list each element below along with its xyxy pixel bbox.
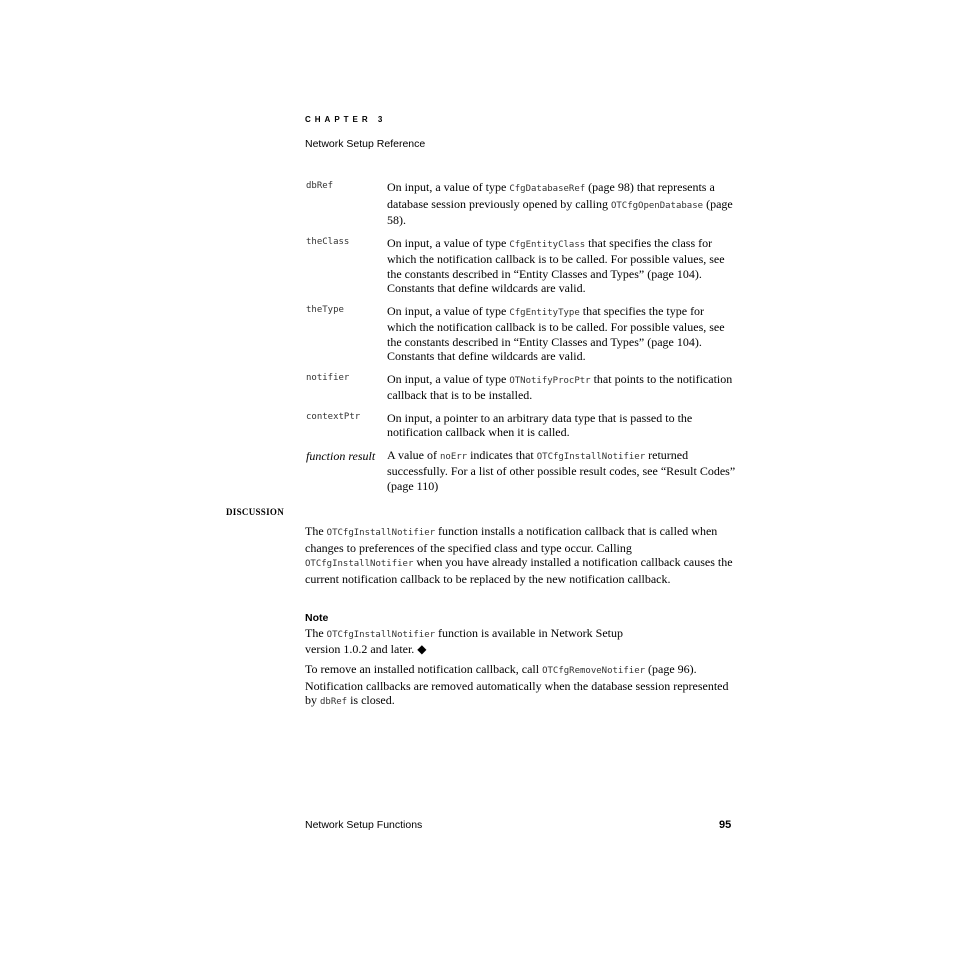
code-literal: noErr [440,451,468,462]
running-head: Network Setup Reference [305,138,426,150]
text-run: when you have already installed a notification callback causes the current notification callback to be replaced by the new notification callback. [305,555,733,586]
chapter-label: CHAPTER 3 [305,115,387,124]
discussion-heading: DISCUSSION [226,507,285,517]
text-run: function installs a notification callback that is called when changes to preferences of the specified class and type occur. Calling [305,524,718,555]
code-literal: OTCfgOpenDatabase [610,200,704,211]
param-row [306,372,736,403]
note-label: Note [305,612,329,624]
param-row [306,304,736,364]
param-row [306,411,736,440]
text-run: returned successfully. For a list of other possible result codes, see “Result Codes” (page 110) [387,447,736,493]
text-run: function is available in Network Setup version 1.0.2 and later. ◆ [305,625,623,656]
text-run: The [305,625,327,640]
text-run: On input, a value of type [387,371,510,386]
text-run: indicates that [467,447,537,462]
code-literal: CfgEntityClass [509,239,586,250]
footer-section-title: Network Setup Functions [305,819,423,831]
param-row [306,448,736,494]
param-name: function result [306,448,376,463]
text-run: (page 58). [387,196,733,227]
param-name: theClass [306,236,350,247]
text-run: (page 96). Notification callbacks are removed automatically when the database session represented by [305,662,729,707]
param-name: notifier [306,372,350,383]
code-literal: CfgEntityType [509,307,580,318]
code-literal: OTCfgRemoveNotifier [542,666,646,676]
discussion-paragraph [305,662,735,710]
parameter-list [306,180,736,501]
code-literal: dbRef [320,697,348,707]
code-literal: OTCfgInstallNotifier [536,451,646,462]
param-description [387,411,736,440]
text-run: On input, a value of type [387,180,510,194]
code-literal: OTNotifyProcPtr [509,375,591,386]
text-run: that specifies the class for which the notification callback is to be called. For possible values, see the constants described in “Entity Classes and Types” (page 104). Constants that define wildcards are valid. [387,235,725,295]
page-number: 95 [719,819,732,831]
text-run: The [305,524,327,538]
param-row [306,236,736,296]
text-run: that specifies the type for which the notification callback is to be called. For possible values, see the constants described in “Entity Classes and Types” (page 104). Constants that define wildcards are valid. [387,303,725,363]
param-description [387,448,736,494]
param-row [306,180,736,228]
text-run: To remove an installed notification callback, call [305,662,543,676]
code-literal: OTCfgInstallNotifier [305,559,414,569]
param-description [387,372,736,403]
param-name: theType [306,304,344,315]
param-name: dbRef [306,181,334,191]
code-literal: OTCfgInstallNotifier [326,629,436,640]
param-name: contextPtr [306,411,361,422]
code-literal: OTCfgInstallNotifier [326,528,436,538]
code-literal: CfgDatabaseRef [509,184,586,194]
note-text [305,626,635,657]
param-description [387,304,736,364]
note-block [305,611,735,657]
discussion-paragraph [305,524,735,586]
text-run: (page 98) that represents a database session previously opened by calling [387,180,715,211]
text-run: On input, a pointer to an arbitrary data type that is passed to the notification callback when it is called. [387,410,693,439]
text-run: that points to the notification callback that is to be installed. [387,371,733,402]
text-run: On input, a value of type [387,303,510,318]
param-description [387,180,736,228]
text-run: On input, a value of type [387,235,510,250]
text-run: A value of [387,447,440,462]
param-description [387,236,736,296]
text-run: is closed. [347,693,395,707]
